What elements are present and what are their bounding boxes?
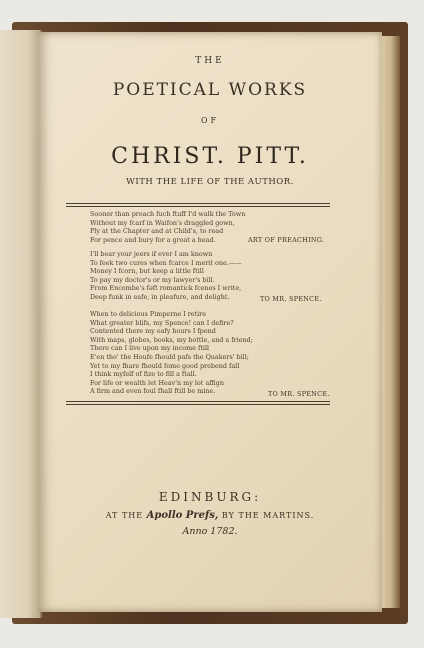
imprint-line bbox=[38, 510, 382, 521]
title-of: OF bbox=[200, 116, 220, 125]
epigraph-line: When to delicious Pimperne I retire bbox=[90, 310, 207, 318]
page-block-edge bbox=[382, 36, 400, 608]
epigraph-line: Ply at the Chapter and at Child's, to read bbox=[90, 227, 224, 236]
imprint-year: Anno 1782. bbox=[182, 526, 238, 537]
imprint-prefix: AT THE bbox=[105, 511, 144, 520]
epigraph-line: Deep funk in eafe, in pleafure, and delight. bbox=[90, 292, 230, 301]
epigraph-line: Sooner than preach fuch ftuff I'd walk the Town bbox=[90, 210, 246, 218]
epigraph-3-attribution: TO MR. SPENCE. bbox=[268, 390, 330, 398]
double-rule-bottom bbox=[66, 401, 330, 405]
epigraph-2-attribution: TO MR. SPENCE. bbox=[260, 295, 322, 303]
author-name: CHRIST. PITT. bbox=[111, 144, 309, 169]
double-rule-top bbox=[66, 203, 330, 207]
epigraph-line: I think myfelf of fize to fill a ftall. bbox=[90, 370, 197, 379]
epigraph-2 bbox=[90, 250, 340, 302]
epigraph-line: Yet to my fhare fhould fome good prebend fall bbox=[90, 361, 240, 370]
imprint-suffix: BY THE MARTINS. bbox=[221, 511, 315, 520]
epigraph-line: To pay my doctor's or my lawyer's bill. bbox=[90, 275, 215, 284]
epigraph-line: Money I fcorn, but keep a little ftill bbox=[90, 267, 204, 276]
title-poetical-works: POETICAL WORKS bbox=[112, 80, 308, 100]
epigraph-line: There can I live upon my income ftill bbox=[90, 344, 210, 353]
epigraph-line: Without my fcarf in Waifon's draggled gown, bbox=[90, 218, 235, 227]
epigraph-line: I'll bear your jeers if ever I am known bbox=[90, 250, 213, 258]
epigraph-1-attribution: ART OF PREACHING. bbox=[248, 236, 325, 244]
epigraph-line: To feek two cures when fcarce I merit one.—— bbox=[90, 258, 242, 267]
imprint-city: EDINBURG: bbox=[158, 490, 262, 504]
imprint-press: Apollo Prefs, bbox=[146, 510, 219, 521]
epigraph-line: For life or wealth let Heav'n my lot affign bbox=[90, 378, 224, 387]
title-the: THE bbox=[195, 56, 225, 66]
epigraph-line: For pence and bury for a groat a head. bbox=[90, 235, 216, 244]
epigraph-line: What greater blifs, my Spence! can I defire? bbox=[90, 318, 234, 327]
epigraph-line: Contented there my eafy hours I fpend bbox=[90, 327, 216, 336]
epigraph-3 bbox=[90, 310, 340, 396]
left-page-edge bbox=[0, 30, 42, 618]
epigraph-line: From Encombe's fəft romantick fcenes I write, bbox=[90, 284, 242, 293]
epigraph-line: A firm and even foul fhall ftill be mine. bbox=[90, 387, 216, 396]
epigraph-line: With maps, globes, books, my bottle, and a friend; bbox=[90, 335, 253, 344]
subtitle-life: WITH THE LIFE OF THE AUTHOR. bbox=[126, 177, 294, 187]
epigraph-line: E'en tho' the Houfe fhould pafs the Quakers' bill; bbox=[90, 352, 249, 361]
